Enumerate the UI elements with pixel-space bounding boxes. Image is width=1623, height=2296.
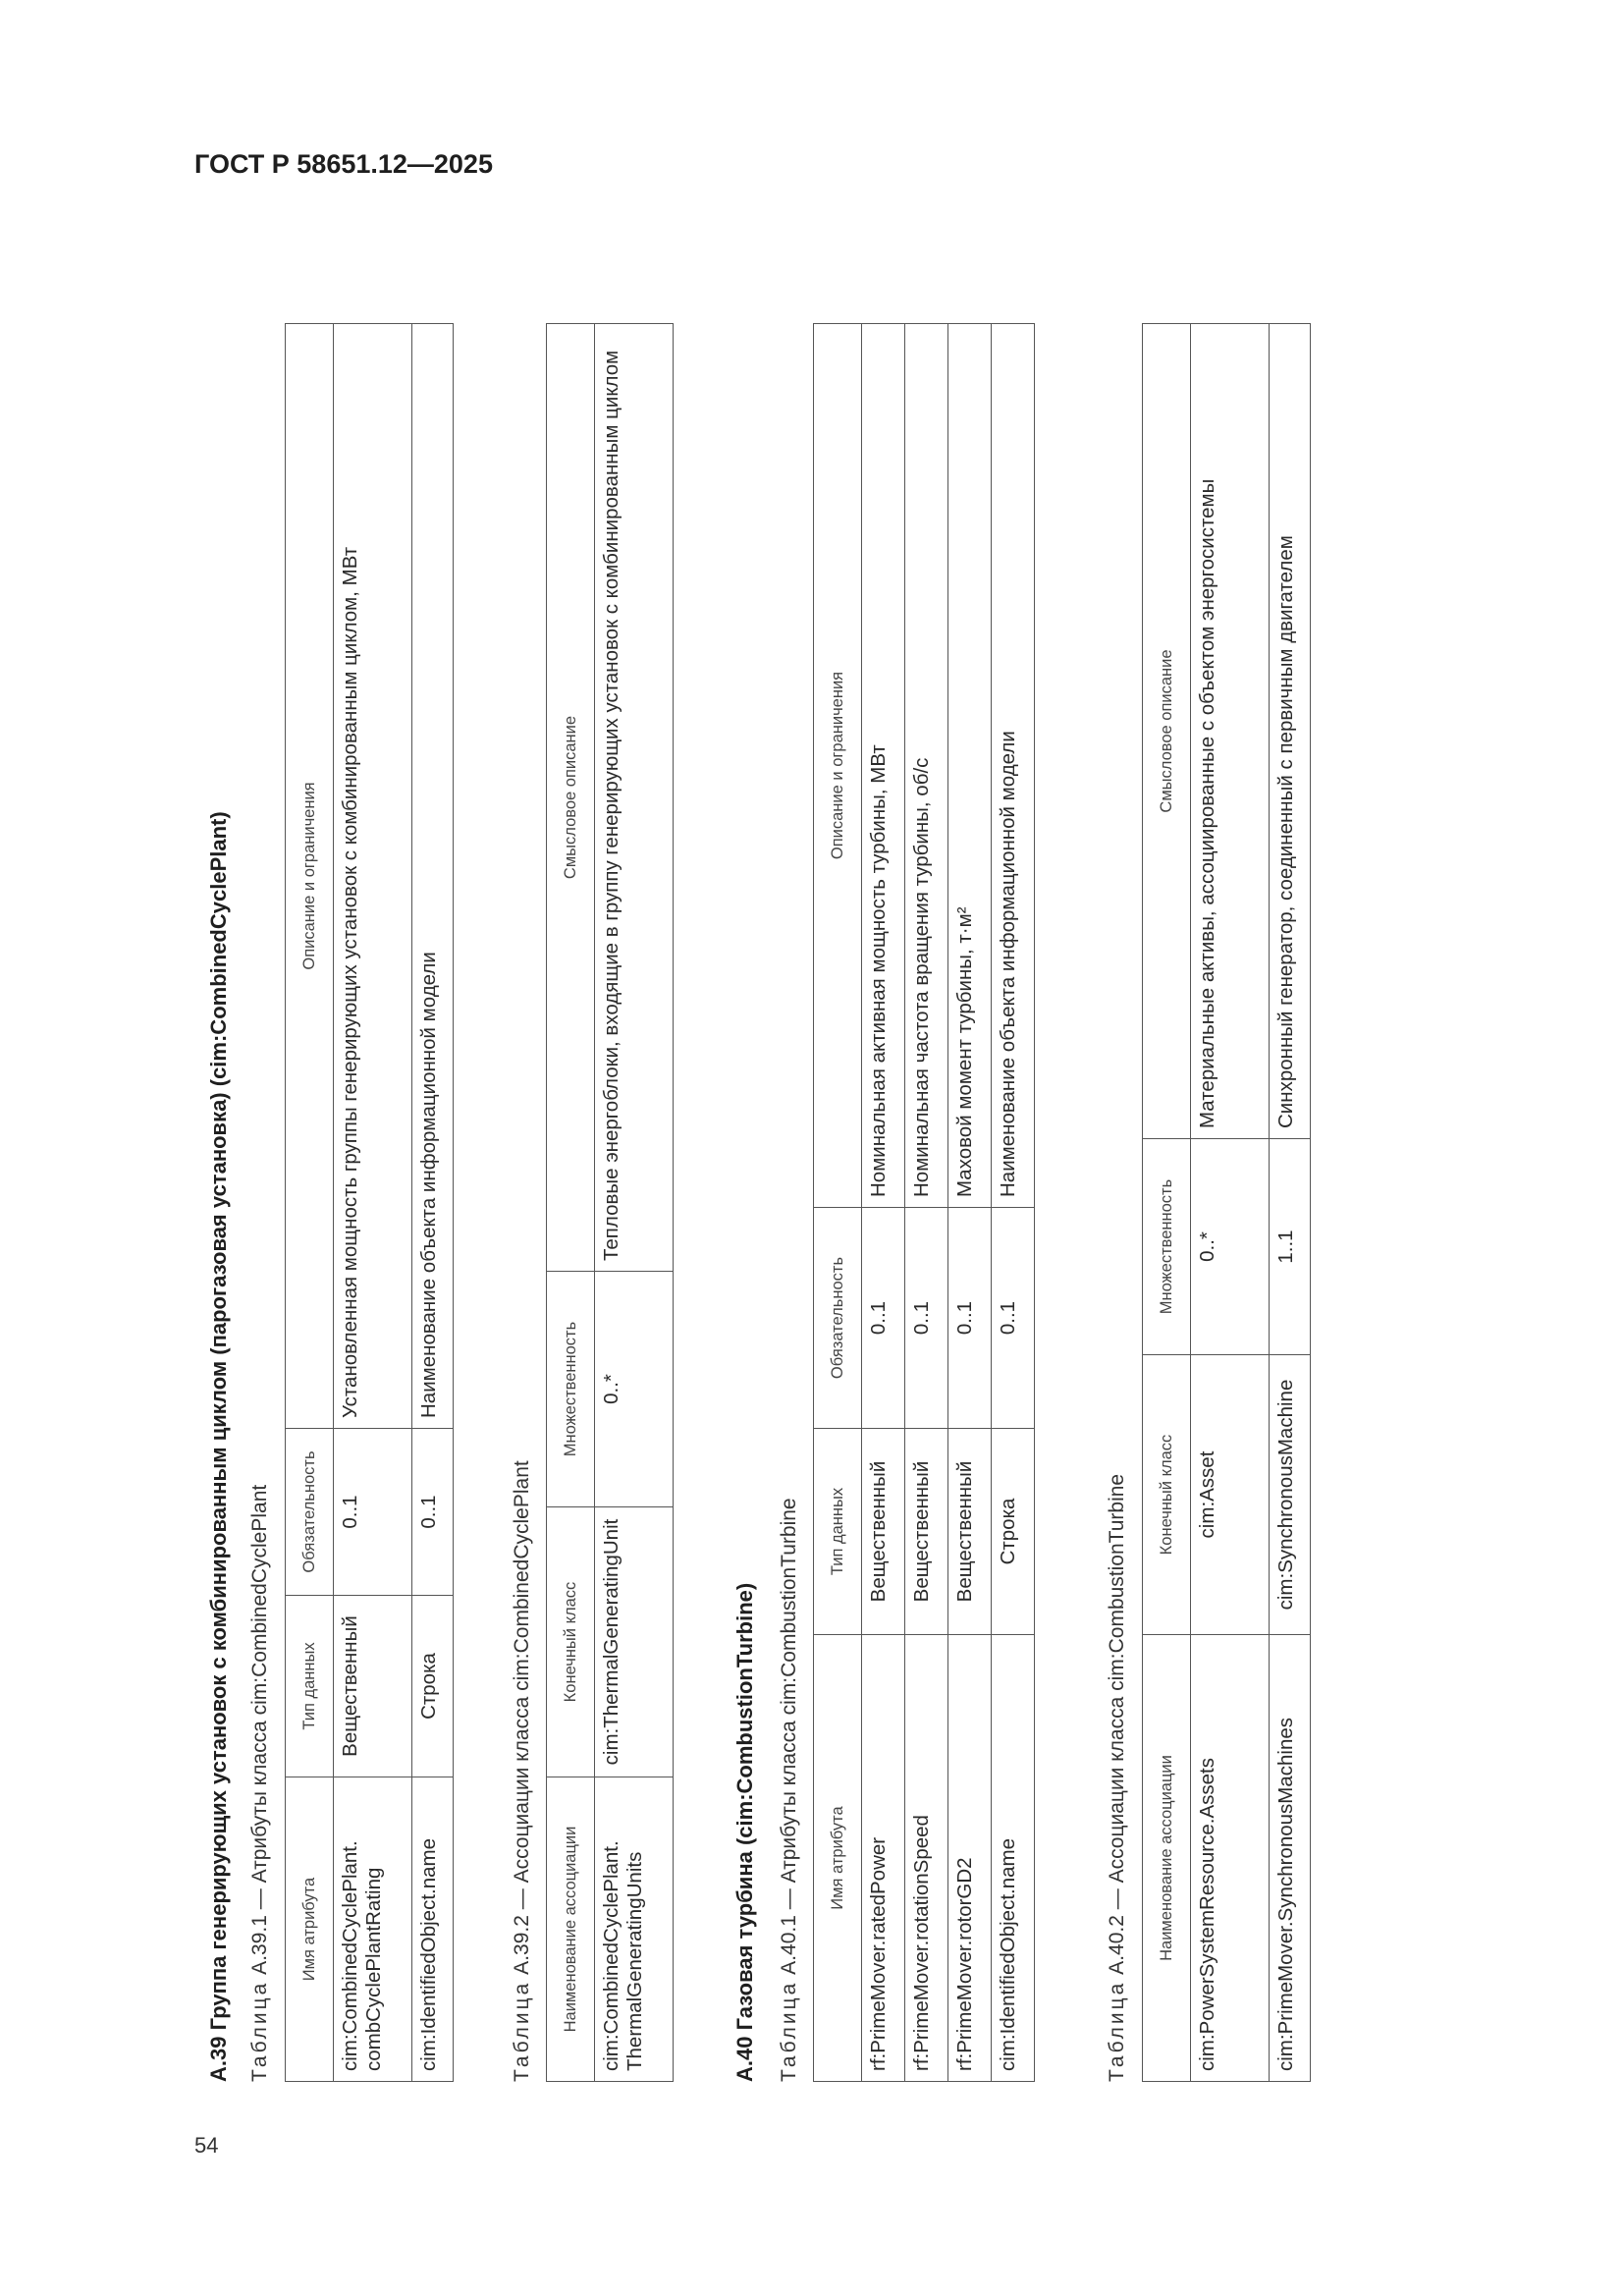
column-header: Множественность — [1143, 1139, 1191, 1355]
table-cell: cim:ThermalGeneratingUnit — [595, 1507, 674, 1777]
table-cell: Материальные активы, ассоциированные с объектом энергосистемы — [1191, 324, 1270, 1139]
caption-word: Таблица — [248, 1980, 271, 2082]
column-header: Смысловое описание — [1143, 324, 1191, 1139]
table-a40-1 — [813, 323, 1035, 2082]
table-caption-a40-1 — [778, 1498, 801, 2082]
rotated-page-content — [204, 177, 1343, 2082]
table-cell: Тепловые энергоблоки, входящие в группу генерирующих установок с комбинированным циклом — [595, 324, 674, 1272]
column-header: Обязательность — [814, 1208, 862, 1429]
table-cell: cim:IdentifiedObject.name — [412, 1777, 454, 2082]
column-header: Имя атрибута — [286, 1777, 334, 2082]
table-a39-2 — [546, 323, 674, 2082]
table-cell: 1..1 — [1270, 1139, 1311, 1355]
table-cell: 0..* — [595, 1272, 674, 1507]
table-cell: 0..1 — [948, 1208, 992, 1429]
table-row — [334, 324, 412, 2082]
caption-text: А.39.2 — Ассоциации класса cim:CombinedCyclePlant — [511, 1460, 533, 1975]
table-header-row — [1143, 324, 1191, 2082]
table-cell: Установленная мощность группы генерирующих установок с комбинированным циклом, МВт — [334, 324, 412, 1429]
caption-word: Таблица — [778, 1980, 800, 2082]
table-cell: Наименование объекта информационной модели — [412, 324, 454, 1429]
column-header: Наименование ассоциации — [1143, 1635, 1191, 2082]
table-row — [412, 324, 454, 2082]
column-header: Описание и ограничения — [814, 324, 862, 1208]
table-a40-2 — [1142, 323, 1311, 2082]
column-header: Конечный класс — [1143, 1355, 1191, 1635]
table-cell: 0..1 — [905, 1208, 948, 1429]
table-cell: Строка — [412, 1596, 454, 1777]
table-cell: cim:PowerSystemResource.Assets — [1191, 1635, 1270, 2082]
caption-text: А.40.1 — Атрибуты класса cim:CombustionTurbine — [778, 1498, 800, 1975]
table-cell: 0..1 — [992, 1208, 1035, 1429]
table-row — [595, 324, 674, 2082]
table-row — [1191, 324, 1270, 2082]
table-cell: Вещественный — [905, 1429, 948, 1635]
table-cell: cim:SynchronousMachine — [1270, 1355, 1311, 1635]
column-header: Тип данных — [814, 1429, 862, 1635]
table-cell: rf:PrimeMover.ratedPower — [862, 1635, 905, 2082]
caption-text: А.39.1 — Атрибуты класса cim:CombinedCyclePlant — [248, 1484, 271, 1975]
table-caption-a39-2 — [511, 1460, 534, 2082]
table-header-row — [814, 324, 862, 2082]
column-header: Конечный класс — [547, 1507, 595, 1777]
table-cell: Наименование объекта информационной модели — [992, 324, 1035, 1208]
table-cell: cim:Asset — [1191, 1355, 1270, 1635]
table-cell: 0..1 — [412, 1429, 454, 1596]
caption-word: Таблица — [1106, 1980, 1128, 2082]
table-cell: cim:CombinedCyclePlant. combCyclePlantRating — [334, 1777, 412, 2082]
section-title-a39: А.39 Группа генерирующих установок с комбинированным циклом (парогазовая установка) (cim:CombinedCyclePlant) — [206, 811, 231, 2082]
table-cell: cim:PrimeMover.SynchronousMachines — [1270, 1635, 1311, 2082]
table-cell: Вещественный — [334, 1596, 412, 1777]
table-cell: Вещественный — [862, 1429, 905, 1635]
table-cell: Номинальная частота вращения турбины, об/с — [905, 324, 948, 1208]
table-cell: 0..1 — [334, 1429, 412, 1596]
document-header: ГОСТ Р 58651.12—2025 — [194, 149, 493, 179]
column-header: Множественность — [547, 1272, 595, 1507]
caption-text: А.40.2 — Ассоциации класса cim:CombustionTurbine — [1106, 1473, 1128, 1975]
table-header-row — [286, 324, 334, 2082]
table-a39-1 — [285, 323, 454, 2082]
table-caption-a39-1 — [248, 1485, 272, 2082]
section-title-a40: А.40 Газовая турбина (cim:CombustionTurbine) — [732, 1582, 757, 2082]
column-header: Имя атрибута — [814, 1635, 862, 2082]
table-row — [992, 324, 1035, 2082]
table-caption-a40-2 — [1106, 1474, 1129, 2082]
table-cell: Маховой момент турбины, т·м² — [948, 324, 992, 1208]
table-cell: Номинальная активная мощность турбины, МВт — [862, 324, 905, 1208]
column-header: Тип данных — [286, 1596, 334, 1777]
table-row — [862, 324, 905, 2082]
column-header: Обязательность — [286, 1429, 334, 1596]
table-cell: cim:CombinedCyclePlant. ThermalGeneratingUnits — [595, 1777, 674, 2082]
column-header: Наименование ассоциации — [547, 1777, 595, 2082]
table-header-row — [547, 324, 595, 2082]
table-row — [948, 324, 992, 2082]
caption-word: Таблица — [511, 1980, 533, 2082]
table-cell: rf:PrimeMover.rotorGD2 — [948, 1635, 992, 2082]
table-cell: rf:PrimeMover.rotationSpeed — [905, 1635, 948, 2082]
page-number: 54 — [194, 2133, 219, 2158]
table-cell: Строка — [992, 1429, 1035, 1635]
table-cell: cim:IdentifiedObject.name — [992, 1635, 1035, 2082]
table-cell: Синхронный генератор, соединенный с первичным двигателем — [1270, 324, 1311, 1139]
table-cell: 0..1 — [862, 1208, 905, 1429]
table-row — [905, 324, 948, 2082]
table-row — [1270, 324, 1311, 2082]
column-header: Описание и ограничения — [286, 324, 334, 1429]
table-cell: 0..* — [1191, 1139, 1270, 1355]
column-header: Смысловое описание — [547, 324, 595, 1272]
table-cell: Вещественный — [948, 1429, 992, 1635]
